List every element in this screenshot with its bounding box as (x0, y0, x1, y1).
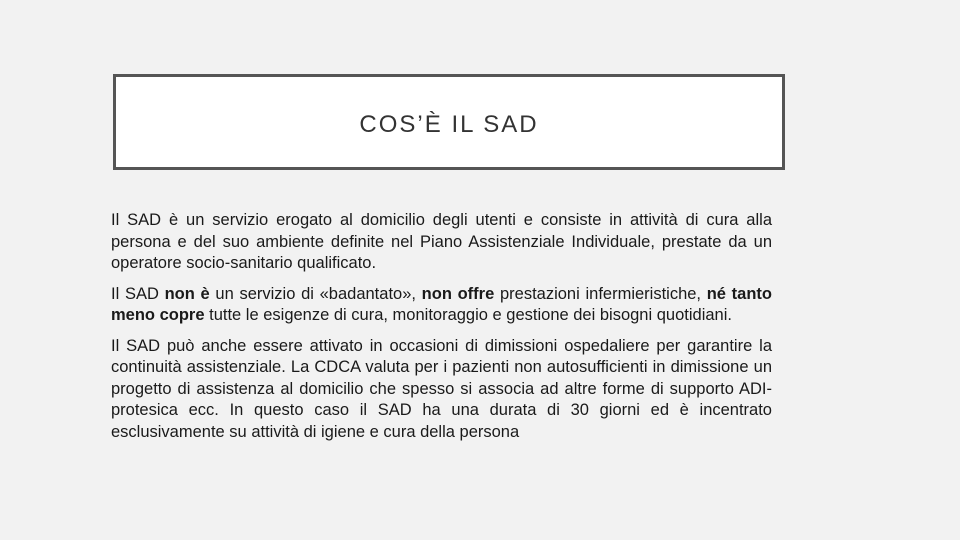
paragraph-hospital-discharge: Il SAD può anche essere attivato in occasioni di dimissioni ospedaliere per garantire la continuità assistenziale. La CDCA valuta per i pazienti non autosufficienti in dimissione un progetto di assistenza al domicilio che spesso si associa ad altre forme di supporto ADI- protesica ecc. In questo caso il SAD ha una durata di 30 giorni ed è incentrato esclusivamente su attività di igiene e cura della persona (111, 336, 772, 441)
paragraph-exclusions-bold-2: non offre (421, 284, 495, 303)
title-box (113, 74, 785, 170)
paragraph-exclusions-text-1: Il SAD (111, 284, 165, 303)
paragraph-exclusions-bold-3: né tanto meno copre (111, 284, 772, 324)
paragraph-exclusions-text-4: tutte le esigenze di cura, monitoraggio e gestione dei bisogni quotidiani. (204, 306, 732, 324)
slide-title: COS’È IL SAD (359, 111, 539, 138)
paragraph-exclusions-text-3: prestazioni infermieristiche, (494, 284, 707, 303)
paragraph-exclusions (111, 284, 772, 327)
slide-body (111, 210, 772, 452)
paragraph-definition: Il SAD è un servizio erogato al domicilio degli utenti e consiste in attività di cura alla persona e del suo ambiente definite nel Piano Assistenziale Individuale, prestate da un operatore socio-sanitario qualificato. (111, 211, 772, 272)
paragraph-exclusions-text-2: un servizio di «badantato», (209, 284, 422, 303)
paragraph-exclusions-bold-1: non è (164, 284, 210, 303)
